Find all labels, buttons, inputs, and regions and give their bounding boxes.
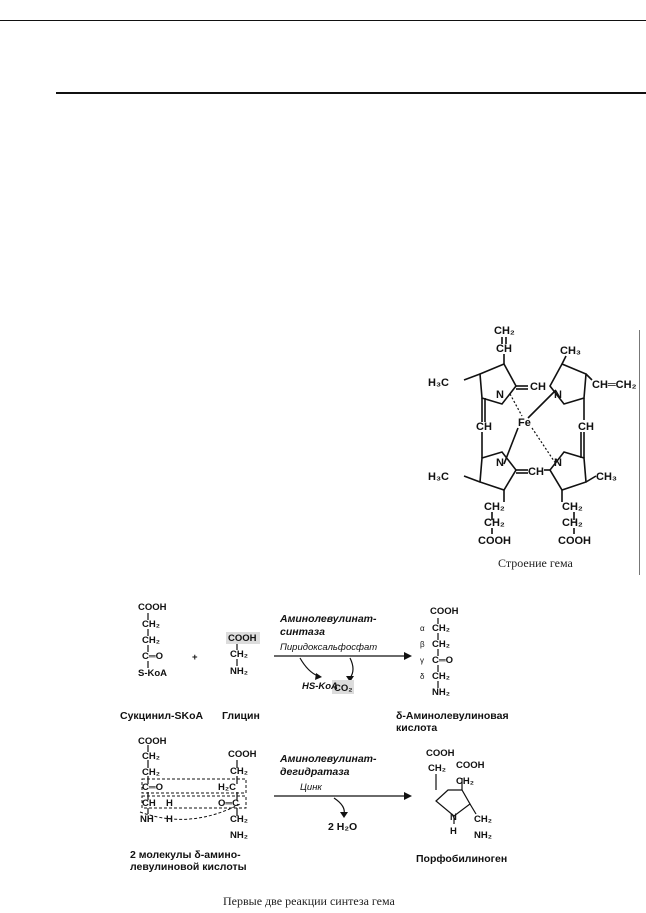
r2-right-4: CH₂ bbox=[230, 814, 248, 825]
heme-ch-top: CH bbox=[496, 343, 512, 355]
r2-h2: H bbox=[166, 814, 173, 825]
heme-h3c-left1: H₃C bbox=[428, 377, 449, 389]
heme-n1: N bbox=[496, 389, 504, 401]
reactions-caption: Первые две реакции синтеза гема bbox=[223, 894, 395, 908]
r2-h1: H bbox=[166, 798, 173, 809]
pbg-l-0: COOH bbox=[426, 748, 455, 759]
r2-left-1: CH₂ bbox=[142, 751, 160, 762]
heme-ch2-br2: CH₂ bbox=[562, 517, 583, 529]
pbg-r-0: COOH bbox=[456, 760, 485, 771]
top-rule bbox=[0, 20, 646, 21]
succ-3: C═O bbox=[142, 651, 163, 662]
heme-ch2-br1: CH₂ bbox=[562, 501, 583, 513]
greek-beta: β bbox=[420, 640, 425, 649]
ala-4: CH₂ bbox=[432, 671, 450, 682]
reaction-scheme bbox=[120, 598, 550, 888]
out-co2: CO₂ bbox=[334, 683, 353, 694]
label-succinyl: Сукцинил-SKoA bbox=[120, 710, 204, 722]
label-pbg: Порфобилиноген bbox=[416, 853, 508, 865]
heme-ch3-tr: CH₃ bbox=[560, 345, 581, 357]
label-glycine: Глицин bbox=[222, 710, 260, 722]
heme-ch2-top: CH₂ bbox=[494, 325, 515, 337]
pbg-ch2: CH₂ bbox=[474, 814, 492, 825]
ala-2: CH₂ bbox=[432, 639, 450, 650]
ala-3: C═O bbox=[432, 655, 453, 666]
heme-ch2-bl2: CH₂ bbox=[484, 517, 505, 529]
heme-meso-left: CH bbox=[476, 421, 492, 433]
enzyme2-a: Аминолевулинат- bbox=[280, 753, 377, 765]
gly-0: COOH bbox=[228, 633, 257, 644]
heme-fe: Fe bbox=[518, 417, 531, 429]
heme-structure bbox=[420, 320, 640, 550]
r2-left-4: CH bbox=[142, 798, 156, 809]
heme-ch2-bl1: CH₂ bbox=[484, 501, 505, 513]
r2-right-3: O═C bbox=[218, 798, 239, 809]
heme-cooh-br: COOH bbox=[558, 535, 591, 547]
label-2mol-1: 2 молекулы δ-амино- bbox=[130, 849, 241, 861]
heme-cooh-bl: COOH bbox=[478, 535, 511, 547]
r2-left-5: NH bbox=[140, 814, 154, 825]
r2-left-0: COOH bbox=[138, 736, 167, 747]
section-rule bbox=[56, 92, 646, 94]
heme-caption: Строение гема bbox=[498, 556, 573, 570]
r2-left-3: C═O bbox=[142, 782, 163, 793]
succ-2: CH₂ bbox=[142, 635, 160, 646]
heme-n4: N bbox=[554, 457, 562, 469]
gly-2: NH₂ bbox=[230, 666, 248, 677]
r2-right-0: COOH bbox=[228, 749, 257, 760]
r2-right-5: NH₂ bbox=[230, 830, 248, 841]
heme-meso-top: CH bbox=[530, 381, 546, 393]
ala-1: CH₂ bbox=[432, 623, 450, 634]
label-2mol-2: левулиновой кислоты bbox=[130, 861, 247, 873]
enzyme1-b: синтаза bbox=[280, 626, 325, 638]
pbg-r-1: CH₂ bbox=[456, 776, 474, 787]
enzyme1-a: Аминолевулинат- bbox=[280, 613, 377, 625]
pbg-h: H bbox=[450, 826, 457, 837]
heme-meso-right: CH bbox=[578, 421, 594, 433]
greek-alpha: α bbox=[420, 624, 425, 633]
succ-4: S-KoA bbox=[138, 668, 168, 679]
heme-meso-bot: CH bbox=[528, 466, 544, 478]
water: 2 H₂O bbox=[328, 821, 358, 833]
out-hskoa: HS-KoA bbox=[302, 681, 338, 692]
cofactor1: Пиридоксальфосфат bbox=[280, 642, 378, 653]
label-ala-2: кислота bbox=[396, 722, 438, 734]
gly-1: CH₂ bbox=[230, 649, 248, 660]
heme-vinyl-right: CH═CH₂ bbox=[592, 379, 637, 391]
plus: + bbox=[192, 652, 198, 663]
cofactor2: Цинк bbox=[300, 782, 322, 793]
heme-ch3-r2: CH₃ bbox=[596, 471, 617, 483]
succ-1: CH₂ bbox=[142, 619, 160, 630]
heme-n3: N bbox=[496, 457, 504, 469]
heme-h3c-left2: H₃C bbox=[428, 471, 449, 483]
pbg-nh2: NH₂ bbox=[474, 830, 492, 841]
greek-delta: δ bbox=[420, 672, 425, 681]
enzyme2-b: дегидратаза bbox=[280, 766, 350, 778]
heme-n2: N bbox=[554, 389, 562, 401]
ala-5: NH₂ bbox=[432, 687, 450, 698]
r2-left-2: CH₂ bbox=[142, 767, 160, 778]
pbg-n: N bbox=[450, 812, 457, 823]
r2-right-1: CH₂ bbox=[230, 766, 248, 777]
ala-0: COOH bbox=[430, 606, 459, 617]
pbg-l-1: CH₂ bbox=[428, 763, 446, 774]
greek-gamma: γ bbox=[420, 656, 424, 665]
r2-right-2: H₂C bbox=[218, 782, 236, 793]
succ-0: COOH bbox=[138, 602, 167, 613]
label-ala-1: δ-Аминолевулиновая bbox=[396, 710, 509, 722]
